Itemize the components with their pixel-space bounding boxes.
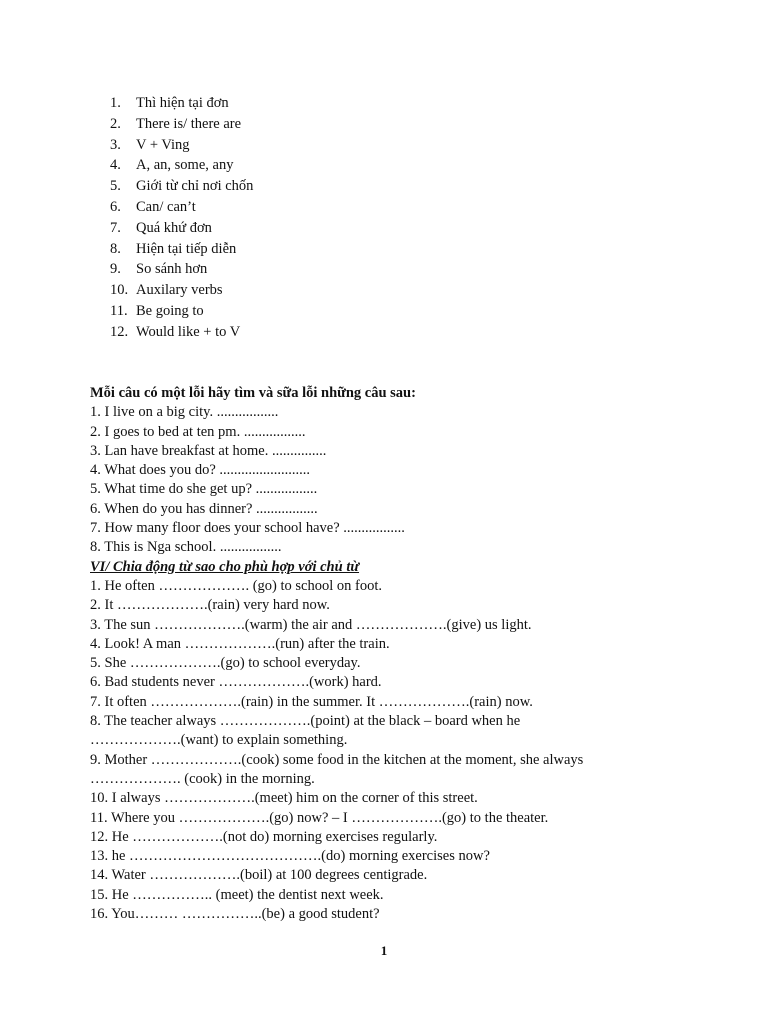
error-item: 8. This is Nga school. ................. <box>90 539 282 556</box>
topic-item: 1. Thì hiện tại đơn <box>110 95 229 111</box>
verb-exercise-line: 6. Bad students never ……………….(work) hard. <box>90 674 382 691</box>
verb-exercise-line: 8. The teacher always ……………….(point) at the black – board when he <box>90 713 521 730</box>
verb-exercise-line: 12. He ……………….(not do) morning exercises regularly. <box>90 828 438 845</box>
error-item: 5. What time do she get up? ................. <box>90 481 318 498</box>
verb-section-heading: VI/ Chia động từ sao cho phù hợp với chủ từ <box>90 558 360 575</box>
verb-exercise-line: 10. I always ……………….(meet) him on the corner of this street. <box>90 790 478 807</box>
verb-exercise-line: 5. She ……………….(go) to school everyday. <box>90 655 361 672</box>
verb-exercise-line: 14. Water ……………….(boil) at 100 degrees centigrade. <box>90 867 428 884</box>
topic-item: 5. Giới từ chỉ nơi chốn <box>110 178 254 195</box>
topic-item: 2. There is/ there are <box>110 115 242 132</box>
error-item: 6. When do you has dinner? ................. <box>90 500 318 517</box>
error-item: 3. Lan have breakfast at home. ............... <box>90 442 327 459</box>
topic-item: 10. Auxilary verbs <box>110 282 223 299</box>
exercise-content <box>90 384 730 924</box>
topic-list <box>110 93 253 343</box>
verb-exercise-line: 16. You……… ……………..(be) a good student? <box>90 906 380 923</box>
topic-item: 6. Can/ can’t <box>110 198 196 215</box>
verb-exercise-line: 3. The sun ……………….(warm) the air and ……………….(give) us light. <box>90 616 532 633</box>
error-section-heading: Mỗi câu có một lỗi hãy tìm và sữa lỗi những câu sau: <box>90 385 416 401</box>
page-number: 1 <box>380 943 388 958</box>
error-item: 2. I goes to bed at ten pm. ................. <box>90 423 306 440</box>
verb-exercise-line: 1. He often ………………. (go) to school on foot. <box>90 577 382 594</box>
topic-item: 11. Be going to <box>110 302 204 319</box>
verb-exercise-line: 13. he ………………………………….(do) morning exercises now? <box>90 848 490 865</box>
topic-item: 4. A, an, some, any <box>110 157 234 174</box>
topic-item: 12. Would like + to V <box>110 323 241 340</box>
verb-exercise-line: 11. Where you ……………….(go) now? – I ……………….(go) to the theater. <box>90 809 549 826</box>
verb-exercise-line: 7. It often ……………….(rain) in the summer. It ……………….(rain) now. <box>90 693 533 710</box>
verb-exercise-line: ………………. (cook) in the morning. <box>90 770 315 787</box>
error-item: 4. What does you do? ......................... <box>90 462 311 479</box>
verb-exercise-line: 2. It ……………….(rain) very hard now. <box>90 597 330 614</box>
verb-exercise-line: 4. Look! A man ……………….(run) after the train. <box>90 635 390 652</box>
error-item: 1. I live on a big city. ................. <box>90 404 279 421</box>
verb-exercise-line: 15. He …………….. (meet) the dentist next week. <box>90 886 384 903</box>
topic-item: 8. Hiện tại tiếp diễn <box>110 240 237 257</box>
error-item: 7. How many floor does your school have? ................. <box>90 520 405 537</box>
topic-item: 9. So sánh hơn <box>110 261 208 278</box>
topic-item: 7. Quá khứ đơn <box>110 219 212 236</box>
verb-exercise-line: ……………….(want) to explain something. <box>90 732 348 749</box>
verb-exercise-line: 9. Mother ……………….(cook) some food in the kitchen at the moment, she always <box>90 751 584 768</box>
topic-item: 3. V + Ving <box>110 136 190 153</box>
